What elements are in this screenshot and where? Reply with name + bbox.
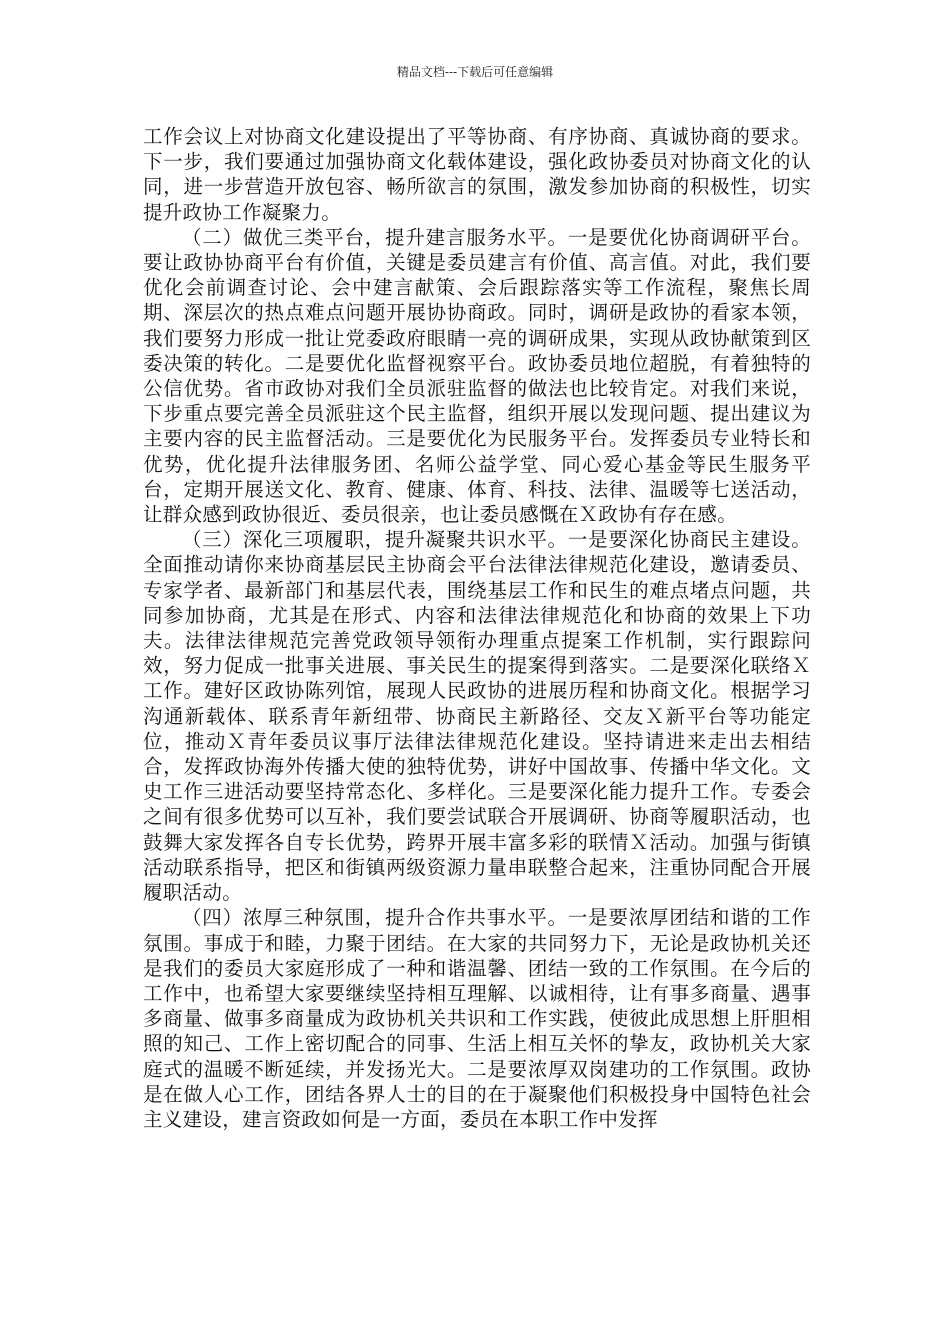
document-body xyxy=(143,124,811,1132)
page-header: 精品文档---下载后可任意编辑 xyxy=(396,65,554,79)
paragraph-section-four: （四）浓厚三种氛围，提升合作共事水平。一是要浓厚团结和谐的工作氛围。事成于和睦，力聚于团结。在大家的共同努力下，无论是政协机关还是我们的委员大家庭形成了一种和谐温馨、团结一致的工作氛围。在今后的工作中，也希望大家要继续坚持相互理解、以诚相待，让有事多商量、遇事多商量、做事多商量成为政协机关共识和工作实践，使彼此成思想上肝胆相照的知己、工作上密切配合的同事、生活上相互关怀的挚友，政协机关大家庭式的温暖不断延续，并发扬光大。二是要浓厚双岗建功的工作氛围。政协是在做人心工作，团结各界人士的目的在于凝聚他们积极投身中国特色社会主义建设，建言资政如何是一方面，委员在本职工作中发挥 xyxy=(143,906,811,1131)
paragraph-section-two: （二）做优三类平台，提升建言服务水平。一是要优化协商调研平台。要让政协协商平台有价值，关键是委员建言有价值、高言值。对此，我们要优化会前调查讨论、会中建言献策、会后跟踪落实等工作流程，聚焦长周期、深层次的热点难点问题开展协协商政。同时，调研是政协的看家本领，我们要努力形成一批让党委政府眼睛一亮的调研成果，实现从政协献策到区委决策的转化。二是要优化监督视察平台。政协委员地位超脱，有着独特的公信优势。省市政协对我们全员派驻监督的做法也比较肯定。对我们来说，下步重点要完善全员派驻这个民主监督，组织开展以发现问题、提出建议为主要内容的民主监督活动。三是要优化为民服务平台。发挥委员专业特长和优势，优化提升法律服务团、名师公益学堂、同心爱心基金等民生服务平台，定期开展送文化、教育、健康、体育、科技、法律、温暖等七送活动，让群众感到政协很近、委员很亲，也让委员感慨在Ｘ政协有存在感。 xyxy=(143,225,811,527)
paragraph-section-three: （三）深化三项履职，提升凝聚共识水平。一是要深化协商民主建设。全面推动请你来协商基层民主协商会平台法律法律规范化建设，邀请委员、专家学者、最新部门和基层代表，围绕基层工作和民生的难点堵点问题，共同参加协商，尤其是在形式、内容和法律法律规范化和协商的效果上下功夫。法律法律规范完善党政领导领衔办理重点提案工作机制，实行跟踪问效，努力促成一批事关进展、事关民生的提案得到落实。二是要深化联络Ｘ工作。建好区政协陈列馆，展现人民政协的进展历程和协商文化。根据学习沟通新载体、联系青年新纽带、协商民主新路径、交友Ｘ新平台等功能定位，推动Ｘ青年委员议事厅法律法律规范化建设。坚持请进来走出去相结合，发挥政协海外传播大使的独特优势，讲好中国故事、传播中华文化。文史工作三进活动要坚持常态化、多样化。三是要深化能力提升工作。专委会之间有很多优势可以互补，我们要尝试联合开展调研、协商等履职活动，也鼓舞大家发挥各自专长优势，跨界开展丰富多彩的联情Ｘ活动。加强与街镇活动联系指导，把区和街镇两级资源力量串联整合起来，注重协同配合开展履职活动。 xyxy=(143,528,811,905)
paragraph-continuation: 工作会议上对协商文化建设提出了平等协商、有序协商、真诚协商的要求。下一步，我们要通过加强协商文化载体建设，强化政协委员对协商文化的认同，进一步营造开放包容、畅所欲言的氛围，激发参加协商的积极性，切实提升政协工作凝聚力。 xyxy=(143,125,811,224)
